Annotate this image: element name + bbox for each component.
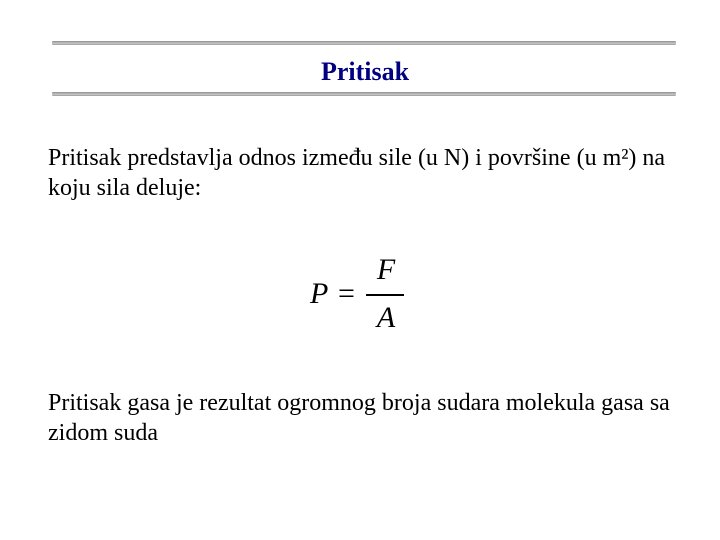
slide-title: Pritisak: [320, 57, 410, 86]
fraction-bar: [366, 294, 404, 296]
pressure-formula: [308, 252, 418, 342]
title-rule-bottom: [52, 92, 676, 96]
formula-lhs: P: [310, 277, 329, 310]
gas-pressure-paragraph: Pritisak gasa je rezultat ogromnog broja sudara molekula gasa sa zidom suda: [48, 390, 670, 446]
formula-numerator: F: [376, 253, 396, 286]
formula-denominator: A: [376, 301, 396, 334]
formula-equals: =: [338, 277, 355, 310]
title-rule-top: [52, 41, 676, 45]
definition-paragraph: Pritisak predstavlja odnos između sile (u N) i površine (u m²) na koju sila deluje:: [48, 145, 666, 201]
